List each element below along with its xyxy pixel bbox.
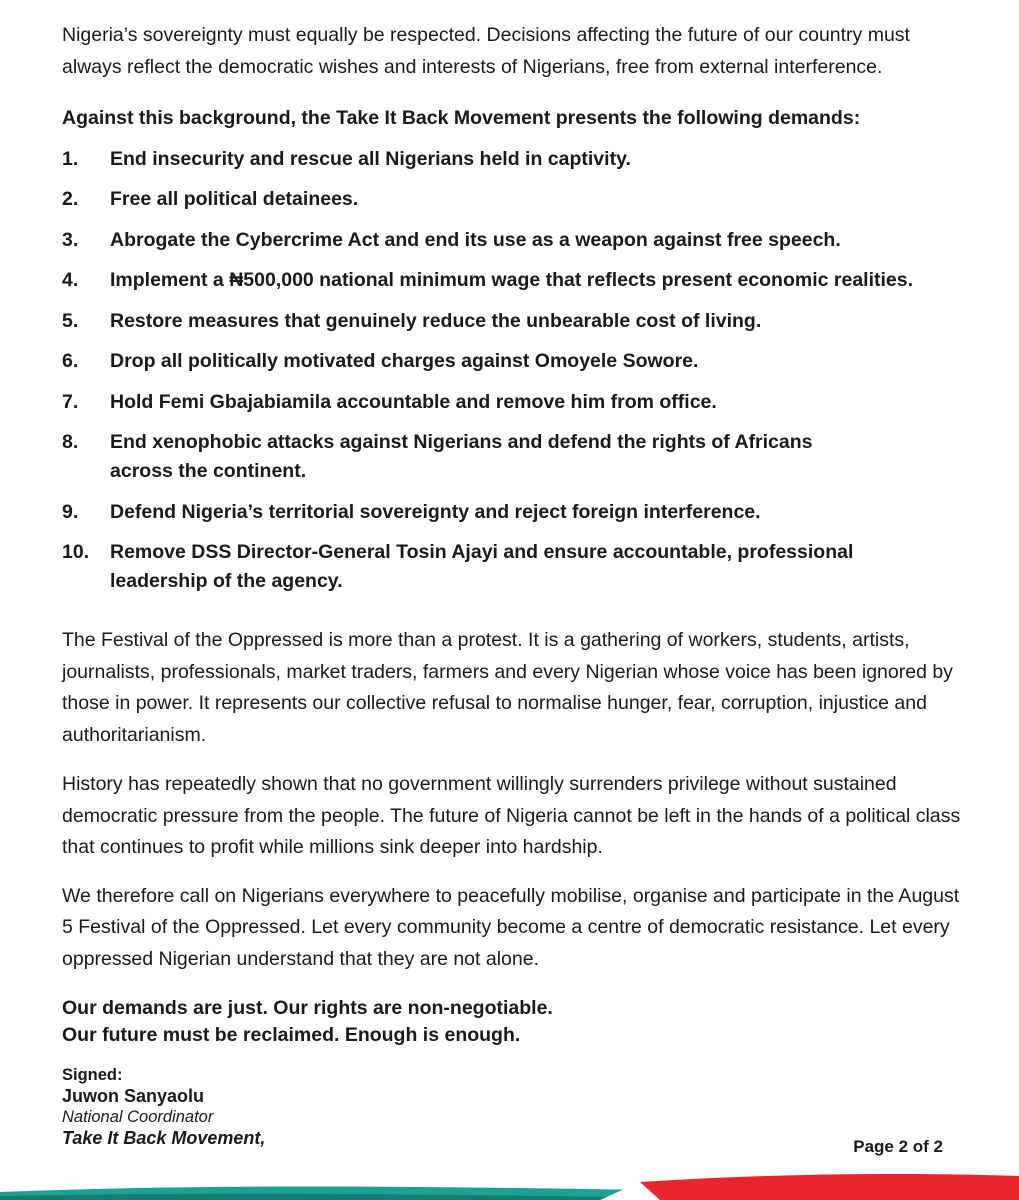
demand-item-6: [62, 347, 962, 376]
demand-number: 2.: [62, 188, 79, 210]
signer-organization: Take It Back Movement,: [62, 1128, 266, 1148]
history-paragraph: History has repeatedly shown that no government willingly surrenders privilege without sustained democratic pressure from the people. The future of Nigeria cannot be left in the hands of a political class that continues to profit while millions sink deeper into hardship.: [62, 773, 961, 858]
demand-item-5: [62, 307, 962, 336]
footer-decoration: [0, 1170, 1019, 1200]
festival-paragraph: The Festival of the Oppressed is more than a protest. It is a gathering of workers, students, artists, journalists, professionals, market traders, farmers and every Nigerian whose voice has been ignored by those in power. It represents our collective refusal to normalise hunger, fear, corruption, injustice and authoritarianism.: [62, 629, 953, 746]
demand-text: Restore measures that genuinely reduce the unbearable cost of living.: [110, 309, 762, 332]
demand-item-3: [62, 226, 962, 255]
demand-text: End xenophobic attacks against Nigerians and defend the rights of Africans across the continent.: [110, 431, 813, 482]
closing-line-2: Our future must be reclaimed. Enough is enough.: [62, 1024, 521, 1046]
demand-text: Remove DSS Director-General Tosin Ajayi and ensure accountable, professional leadership of the agency.: [110, 541, 854, 592]
demand-text: Defend Nigeria’s territorial sovereignty and reject foreign interference.: [110, 500, 761, 523]
demand-number: 7.: [62, 390, 79, 413]
signer-title: National Coordinator: [62, 1108, 214, 1126]
demand-item-10: [62, 538, 962, 596]
demands-heading: Against this background, the Take It Back Movement presents the following demands:: [62, 107, 861, 129]
closing-statement: [62, 995, 962, 1049]
demand-item-1: [62, 145, 962, 174]
signer-name: Juwon Sanyaolu: [62, 1086, 205, 1106]
demand-item-2: [62, 185, 962, 214]
demand-item-9: [62, 498, 962, 527]
demand-number: 6.: [62, 350, 79, 372]
demand-item-4: [62, 266, 962, 295]
document-body: [62, 20, 962, 1149]
demands-list: [62, 145, 962, 597]
demand-number: 9.: [62, 500, 79, 523]
demand-number: 10.: [62, 541, 90, 563]
demand-number: 3.: [62, 228, 79, 251]
demand-text: Free all political detainees.: [110, 188, 359, 210]
demand-text: End insecurity and rescue all Nigerians held in captivity.: [110, 147, 631, 170]
intro-paragraph: Nigeria’s sovereignty must equally be respected. Decisions affecting the future of our country must always reflect the democratic wishes and interests of Nigerians, free from external interference.: [62, 24, 910, 78]
demand-number: 4.: [62, 269, 79, 291]
demand-text: Implement a ₦500,000 national minimum wage that reflects present economic realities.: [110, 269, 914, 291]
demand-item-8: [62, 428, 962, 486]
page-number: Page 2 of 2: [853, 1137, 943, 1156]
demand-item-7: [62, 388, 962, 417]
demand-number: 5.: [62, 309, 79, 332]
demand-text: Hold Femi Gbajabiamila accountable and remove him from office.: [110, 390, 717, 413]
signed-label: Signed:: [62, 1066, 123, 1084]
demand-text: Abrogate the Cybercrime Act and end its use as a weapon against free speech.: [110, 228, 841, 251]
demand-number: 8.: [62, 431, 79, 453]
call-to-action-paragraph: We therefore call on Nigerians everywhere to peacefully mobilise, organise and participate in the August 5 Festival of the Oppressed. Let every community become a centre of democratic resistance. Let every oppressed Nigerian understand that they are not alone.: [62, 884, 960, 970]
closing-line-1: Our demands are just. Our rights are non-negotiable.: [62, 997, 553, 1019]
demand-number: 1.: [62, 147, 79, 170]
signature-block: [62, 1065, 962, 1149]
demand-text: Drop all politically motivated charges against Omoyele Sowore.: [110, 350, 699, 372]
